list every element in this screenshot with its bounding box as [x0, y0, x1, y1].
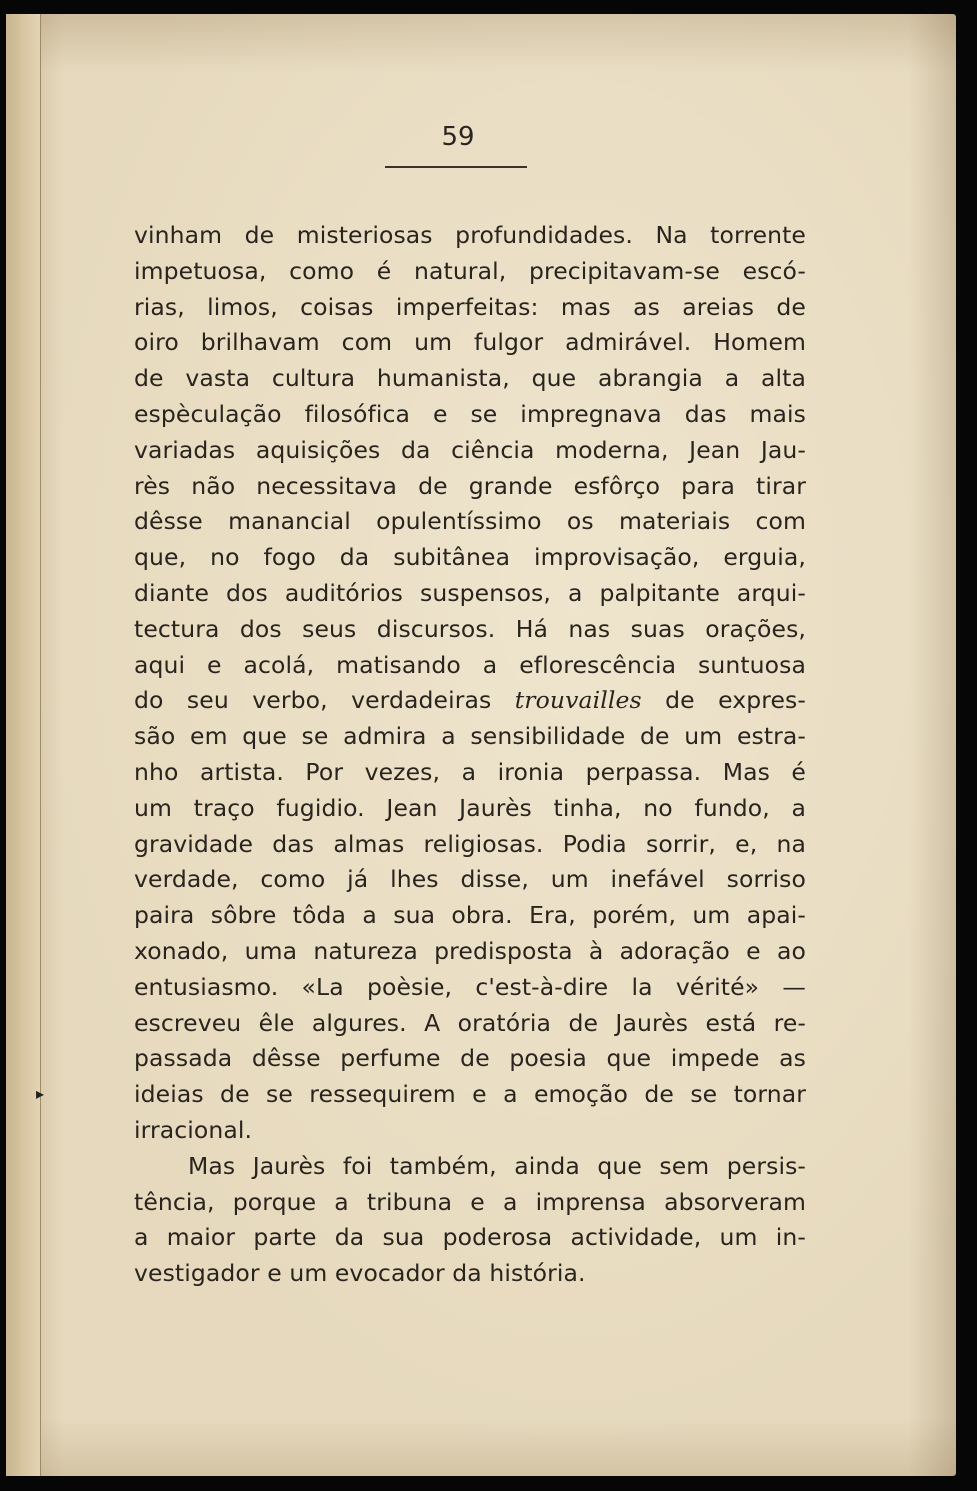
text-line: variadas aquisições da ciência moderna, Jean Jau- — [134, 435, 806, 464]
text-line: rias, limos, coisas imperfeitas: mas as areias de — [134, 292, 806, 321]
text-segment: de expres- — [641, 686, 806, 715]
text-line: nho artista. Por vezes, a ironia perpassa. Mas é — [134, 757, 806, 786]
text-line: passada dêsse perfume de poesia que impede as — [134, 1044, 806, 1073]
text-line: verdade, como já lhes disse, um inefável sorriso — [134, 865, 806, 894]
text-line: vestigador e um evocador da história. — [134, 1259, 586, 1288]
text-line: escreveu êle algures. A oratória de Jaurès está re- — [134, 1008, 806, 1037]
page-gutter — [6, 14, 41, 1476]
text-line: aqui e acolá, matisando a eflorescência suntuosa — [134, 650, 806, 679]
margin-arrow-mark: ▸ — [36, 1084, 45, 1103]
text-line: a maior parte da sua poderosa actividade, um in- — [134, 1223, 806, 1252]
text-line: oiro brilhavam com um fulgor admirável. Homem — [134, 328, 806, 357]
text-line: irracional. — [134, 1115, 253, 1144]
text-line: vinham de misteriosas profundidades. Na torrente — [134, 221, 806, 249]
text-line-with-italic — [134, 683, 806, 719]
text-line: paira sôbre tôda a sua obra. Era, porém, um apai- — [134, 901, 806, 930]
text-line: rès não necessitava de grande esfôrço para tirar — [134, 471, 806, 500]
text-segment: do seu verbo, verdadeiras — [134, 686, 515, 715]
text-line: ideias de se ressequirem e a emoção de se tornar — [134, 1080, 806, 1109]
text-line: tência, porque a tribuna e a imprensa absorveram — [134, 1187, 806, 1216]
text-line: gravidade das almas religiosas. Podia sorrir, e, na — [134, 829, 806, 858]
text-line: entusiasmo. «La poèsie, c'est-à-dire la vérité» — — [134, 972, 806, 1001]
text-line: são em que se admira a sensibilidade de um estra- — [134, 722, 806, 751]
text-line: espèculação filosófica e se impregnava das mais — [134, 399, 806, 428]
text-line: de vasta cultura humanista, que abrangia a alta — [134, 364, 806, 393]
italic-phrase: trouvailles — [514, 686, 642, 715]
page-number-rule — [385, 166, 527, 168]
text-line: tectura dos seus discursos. Há nas suas orações, — [134, 614, 806, 643]
body-text — [134, 218, 806, 1292]
text-line: impetuosa, como é natural, precipitavam-se escó- — [134, 256, 806, 285]
text-line: que, no fogo da subitânea improvisação, erguia, — [134, 543, 806, 572]
text-line: um traço fugidio. Jean Jaurès tinha, no fundo, a — [134, 793, 806, 822]
text-line: xonado, uma natureza predisposta à adoração e ao — [134, 936, 806, 965]
text-line: dêsse manancial opulentíssimo os materiais com — [134, 507, 806, 536]
text-line: Mas Jaurès foi também, ainda que sem persis- — [188, 1151, 806, 1180]
text-line: diante dos auditórios suspensos, a palpitante arqui- — [134, 578, 806, 607]
page-number: 59 — [441, 122, 475, 152]
